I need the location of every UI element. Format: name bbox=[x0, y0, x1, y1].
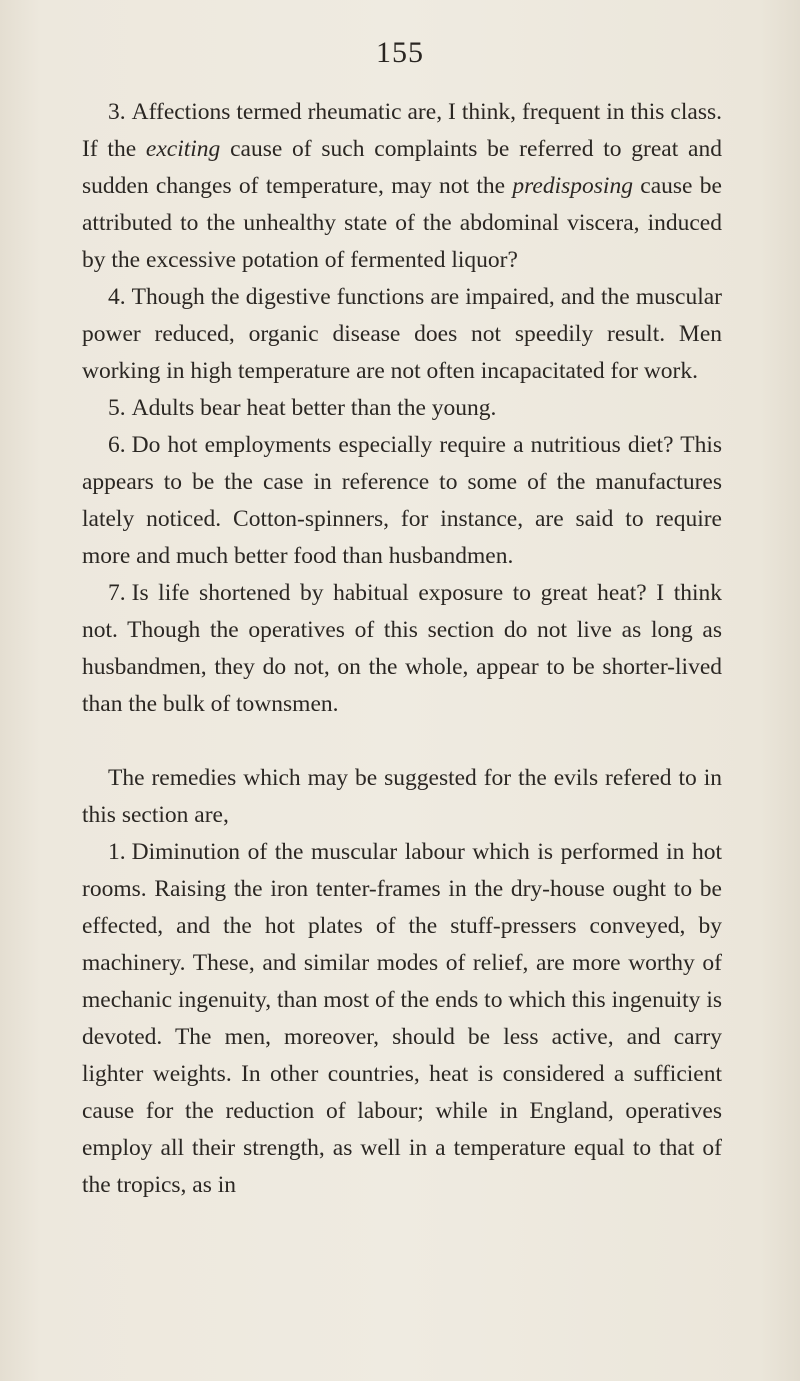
paragraph-number: 4. bbox=[108, 284, 126, 310]
paragraph bbox=[82, 94, 722, 279]
page-number: 155 bbox=[376, 36, 424, 69]
italic-text: exciting bbox=[145, 136, 221, 162]
paragraph bbox=[82, 760, 722, 834]
body-text bbox=[82, 94, 722, 1204]
paragraph-text: cause of such complaints be referred to great and sudden changes of temperature, may not the bbox=[82, 136, 722, 199]
paragraph-number: 6. bbox=[108, 432, 126, 458]
paragraph-text: Is life shortened by habitual exposure to great heat? I think not. Though the operatives of this section do not live as long as husbandmen, they do not, on the whole, appear to be shorter-lived than the bulk of townsmen. bbox=[82, 580, 722, 717]
paragraph-number: 1. bbox=[108, 839, 126, 865]
paragraph-text: Affections termed rheumatic are, I think, frequent in this class. If the bbox=[82, 99, 722, 162]
paragraph bbox=[82, 427, 722, 575]
paragraph-text: cause be attributed to the unhealthy state of the abdominal viscera, induced by the excessive potation of fermented liquor? bbox=[82, 173, 722, 273]
italic-text: predisposing bbox=[512, 173, 633, 199]
paragraph bbox=[82, 390, 722, 427]
paragraph-text: Adults bear heat better than the young. bbox=[131, 395, 497, 421]
paragraph-text: Though the digestive functions are impaired, and the muscular power reduced, organic disease does not speedily result. Men working in high temperature are not often incapacitated for work. bbox=[82, 284, 722, 384]
paragraph-text: The remedies which may be suggested for the evils refered to in this section are, bbox=[82, 765, 722, 828]
paragraph bbox=[82, 834, 722, 1204]
paragraph-text: Diminution of the muscular labour which is performed in hot rooms. Raising the iron tenter-frames in the dry-house ought to be effected, and the hot plates of the stuff-pressers conveyed, by machinery. These, and similar modes of relief, are more worthy of mechanic ingenuity, than most of the ends to which this ingenuity is devoted. The men, moreover, should be less active, and carry lighter weights. In other countries, heat is considered a sufficient cause for the reduction of labour; while in England, operatives employ all their strength, as well in a temperature equal to that of the tropics, as in bbox=[82, 839, 722, 1198]
paragraph-number: 7. bbox=[108, 580, 126, 606]
paragraph bbox=[82, 279, 722, 390]
paragraph-text: Do hot employments especially require a nutritious diet? This appears to be the case in reference to some of the manufactures lately noticed. Cotton-spinners, for instance, are said to require more and much better food than husbandmen. bbox=[82, 432, 722, 569]
paragraph bbox=[82, 575, 722, 723]
paragraph-number: 3. bbox=[108, 99, 126, 125]
paragraph-number: 5. bbox=[108, 395, 126, 421]
